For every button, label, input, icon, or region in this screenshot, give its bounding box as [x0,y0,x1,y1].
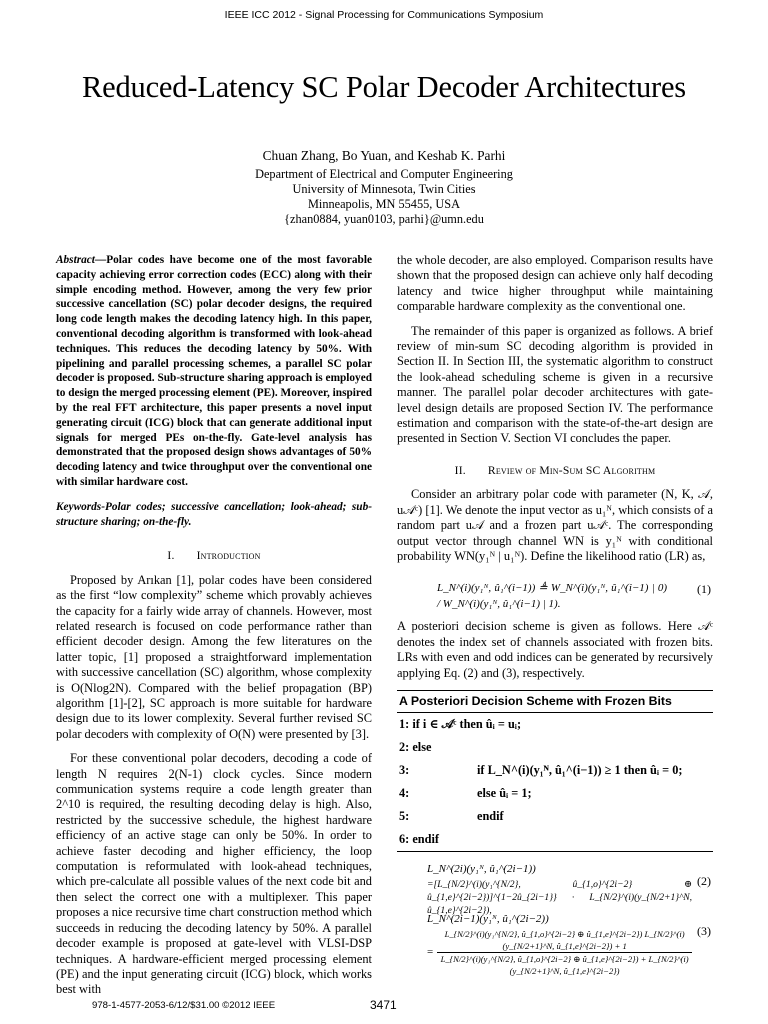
keywords: Keywords-Polar codes; successive cancellation; look-ahead; sub-structure sharing; on-the-fly. [56,500,372,528]
equation-3-denominator: L_{N/2}^(i)(y₁^{N/2}, û_{1,o}^{2i−2} ⊕ û_{1,e}^{2i−2}) + L_{N/2}^(i)(y_{N/2+1}^N, û_{1,e}^{2i−2}) [440,953,689,976]
review-paragraph-1: Consider an arbitrary polar code with parameter (N, K, 𝒜, u𝒜ᶜ) [1]. We denote the input vector as u₁ᴺ, which consists of a random part u𝒜 and a frozen part u𝒜ᶜ. The corresponding output vector through channel WN is y₁ᴺ with conditional probability WN(y₁ᴺ | u₁ᴺ). Define the likelihood ratio (LR) as, [397,487,713,563]
algorithm-step [397,782,713,805]
step-text: if L_N^(i)(y₁ᴺ, û₁^(i−1)) ≥ 1 then ûᵢ = 0; [477,763,683,778]
equation-3-fraction-row [427,928,692,977]
page-number: 3471 [370,998,397,1012]
step-number: 5: [399,809,410,824]
equation-2-number: (2) [697,874,711,889]
affiliation-department: Department of Electrical and Computer Engineering [255,167,513,181]
step-number: 4: [399,786,410,801]
equation-2-line-1: L_N^(2i)(y₁ᴺ, û₁^(2i−1)) [427,863,536,876]
algorithm-step [397,736,713,759]
right-column [397,253,713,976]
equation-2 [397,862,713,916]
equation-1 [397,573,713,610]
step-text: endif [477,809,504,824]
equation-3 [397,912,713,976]
step-number: 1: [399,717,410,732]
equation-2-body [427,862,692,916]
equation-2-line-2: =[L_{N/2}^(i)(y₁^{N/2}, û_{1,o}^{2i−2} ⊕ û_{1,e}^{2i−2})]^{1−2û_{2i−1}} · L_{N/2}^(i)(y_{N/2+1}^N, û_{1,e}^{2i−2}), [427,878,692,916]
affiliation-university: University of Minnesota, Twin Cities [292,182,476,196]
section-heading-introduction [56,548,372,563]
review-paragraph-2: A posteriori decision scheme is given as follows. Here 𝒜ᶜ denotes the index set of channels associated with frozen bits. LRs with even and odd indices can be generated by recursively applying Eq. (2) and (3), respectively. [397,619,713,680]
equation-3-fraction [437,928,692,977]
algorithm-step [397,805,713,828]
algorithm-step [397,828,713,852]
equation-3-body [427,912,692,976]
step-number: 6: [399,832,410,847]
step-text: else [412,740,432,755]
conference-header: IEEE ICC 2012 - Signal Processing for Communications Symposium [224,9,544,21]
section-number: I. [167,549,175,563]
abstract-label: Abstract [56,254,95,266]
paper-title: Reduced-Latency SC Polar Decoder Architectures [82,70,686,104]
left-column [56,253,372,1007]
equation-3-numerator: L_{N/2}^(i)(y₁^{N/2}, û_{1,o}^{2i−2} ⊕ û_{1,e}^{2i−2}) L_{N/2}^(i)(y_{N/2+1}^N, û_{1,e}^{2i−2}) + 1 [437,928,692,953]
intro-paragraph-2: For these conventional polar decoders, decoding a code of length N requires 2(N-1) clock cycles. Since modern communication systems require a code length greater than 2^10 is required, the resulting decoding delay is high. Also, restricted by the successive schedule, the highest hardware efficiency of an active stage can only be 50%. In order to achieve faster decoding and higher efficiency, the loop computation is reformulated with look-ahead techniques, which pre-calculate all possible values of the next code bit and then select the correct one with a multiplexer. This paper proposes a nice recursive time chart construction method which succeeds in reducing the decoding latency by 50%. A parallel decoder example is proposed at gate-level with VLSI-DSP techniques. A hardware-efficient merged processing element (PE) and the input generating circuit (ICG) block, which works best with [56,751,372,997]
section-heading-review [397,463,713,478]
right-paragraph-2: The remainder of this paper is organized as follows. A brief review of min-sum SC decoding algorithm is provided in Section II. In Section III, the systematic algorithm to construct the look-ahead scheduling scheme is given in a recursive manner. The parallel polar decoder architectures with gate-level design details are proposed Section IV. The performance estimation and comparison with the state-of-the-art design are presented in Section V. Section VI concludes the paper. [397,323,713,446]
equation-3-number: (3) [697,924,711,939]
right-paragraph-1: the whole decoder, are also employed. Comparison results have shown that the proposed design can achieve only half decoding latency and twice higher throughput while maintaining comparable hardware complexity as the conventional one. [397,253,713,314]
algorithm-box [397,690,713,852]
abstract [56,253,372,490]
abstract-text: —Polar codes have become one of the most favorable capacity achieving error correction codes (ECC) along with their simple encoding method. However, among the very few prior successive cancellation (SC) polar decoder designs, the required long code length makes the decoding latency high. In this paper, conventional decoding algorithm is transformed with look-ahead techniques. This reduces the decoding latency by 50%. With pipelining and parallel processing schemes, a parallel SC polar decoder is proposed. Sub-structure sharing approach is employed to design the merged processing element (PE). Moreover, inspired by the real FFT architecture, this paper presents a novel input generating circuit (ICG) block that can generate additional input signals for merged PEs on-the-fly. Gate-level analysis has demonstrated that the proposed design shows advantages of 50% decoding latency and twice throughput over the conventional one with similar hardware cost. [56,254,372,488]
equation-1-number: (1) [697,582,711,597]
algorithm-step [397,713,713,736]
affiliation-city: Minneapolis, MN 55455, USA [307,197,460,211]
intro-paragraph-1: Proposed by Arıkan [1], polar codes have been considered as the first “low complexity” scheme which provably achieves the capacity for a fairly wide array of channels. However, most related research is focused on code performance rather than efficient decoder design. Among the few literatures on the latter topic, [1] proposed a straightforward implementation with successive cancellation (SC) algorithm, whose complexity is O(Nlog2N). Compared with the belief propagation (BP) algorithm [1]-[2], SC approach is more suitable for hardware design due to its lower complexity. Several further revised SC polar decoders with complexity of O(N) were presented by [3]. [56,572,372,741]
section-number: II. [454,463,466,477]
equation-1-body: L_N^(i)(y₁ᴺ, û₁^(i−1)) ≜ W_N^(i)(y₁ᴺ, û₁^(i−1) | 0) / W_N^(i)(y₁ᴺ, û₁^(i−1) | 1). [437,582,667,610]
algorithm-title: A Posteriori Decision Scheme with Frozen Bits [397,690,713,713]
authors: Chuan Zhang, Bo Yuan, and Keshab K. Parhi [262,148,506,163]
step-text: else ûᵢ = 1; [477,786,532,801]
equation-3-line-1: L_N^(2i−1)(y₁ᴺ, û₁^(2i−2)) [427,913,549,926]
affiliation-emails: {zhan0884, yuan0103, parhi}@umn.edu [284,212,484,226]
footer-isbn: 978-1-4577-2053-6/12/$31.00 ©2012 IEEE [92,1000,276,1011]
section-title: Review of Min-Sum SC Algorithm [487,463,656,477]
section-title: Introduction [196,549,261,563]
step-text: if i ∈ 𝒜ᶜ then ûᵢ = uᵢ; [412,717,522,732]
step-number: 3: [399,763,410,778]
equals-sign: = [427,945,434,958]
step-number: 2: [399,740,410,755]
step-text: endif [412,832,439,847]
algorithm-step [397,759,713,782]
